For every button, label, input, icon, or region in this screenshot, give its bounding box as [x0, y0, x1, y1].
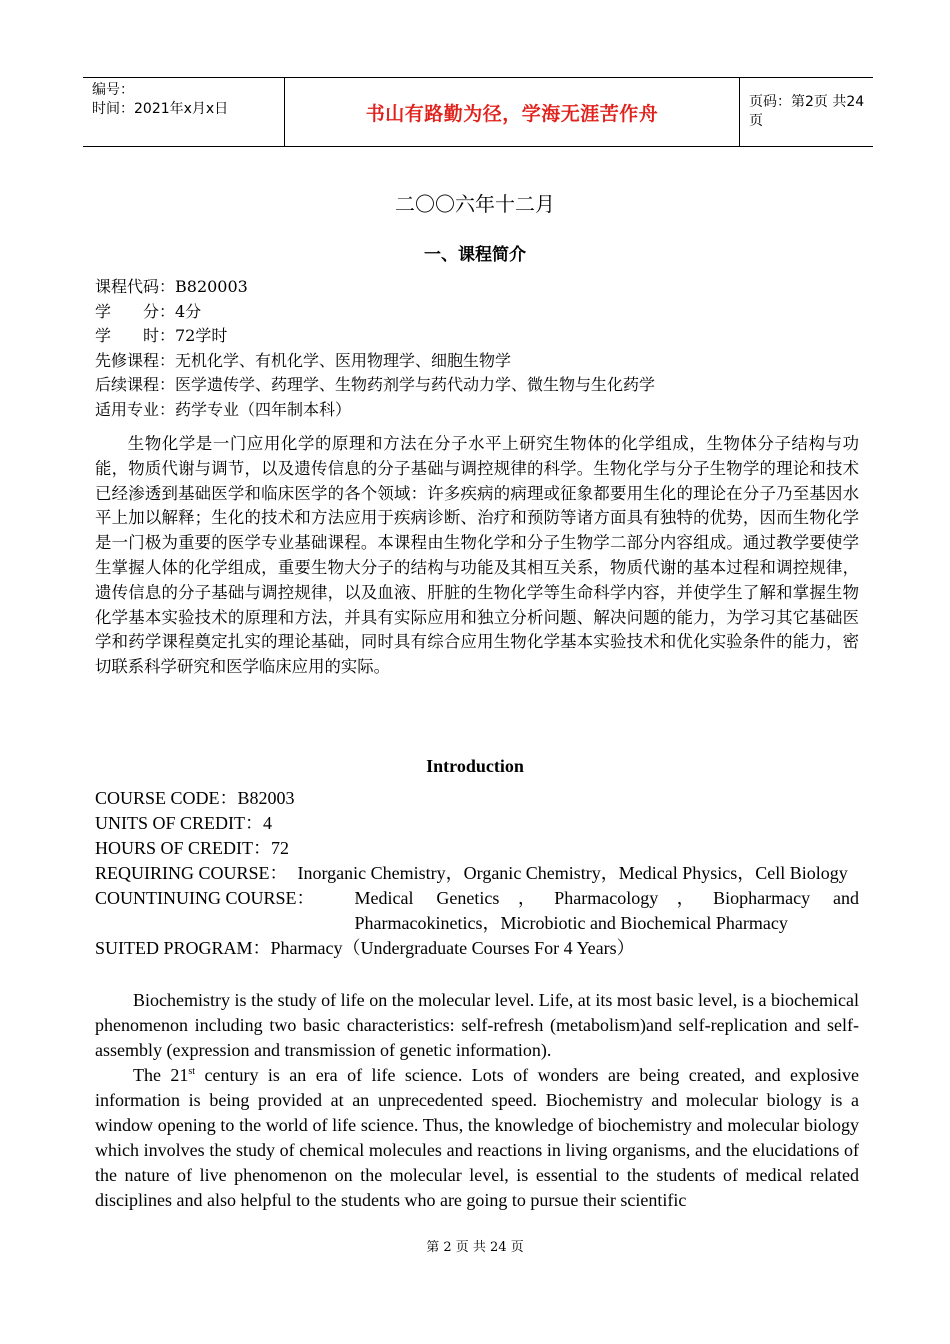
course-hours-row: 学 时：72学时 [95, 326, 228, 346]
followup-row: 后续课程：医学遗传学、药理学、生物药剂学与药代动力学、微生物与生化药学 [95, 375, 656, 395]
header-motto-cell [284, 78, 740, 146]
header-page-cell [739, 78, 873, 146]
document-time-label: 时间：2021年x月x日 [92, 101, 229, 117]
english-hours-credit: HOURS OF CREDIT：72 [95, 838, 290, 858]
requiring-course-label: REQUIRING COURSE： [95, 863, 288, 883]
english-paragraph-2-rest: century is an era of life science. Lots of wonders are being created, and explosive information is being provided at an unprecedented speed. Biochemistry and molecular biology is a window opening to the world of life science. Thus, the knowledge of biochemistry and molecular biology which involves the study of chemical molecules and reactions in living organisms, and the elucidations of the nature of live phenomenon on the molecular level, is essential to the students of medical related disciplines and also helpful to the students who are going to pursue their scientific [95, 1065, 860, 1210]
introduction-heading: Introduction [426, 756, 524, 776]
course-credit-row: 学 分：4分 [95, 301, 202, 321]
course-code-row: 课程代码：B820003 [95, 277, 248, 296]
major-row: 适用专业：药学专业（四年制本科） [95, 399, 352, 419]
document-number-label: 编号： [92, 82, 134, 98]
page-footer: 第 2 页 共 24 页 [426, 1240, 524, 1255]
continuing-course-label: COUNTINUING COURSE： [95, 888, 315, 908]
english-paragraph-2 [95, 1063, 859, 1213]
section-title: 一、课程简介 [424, 245, 526, 265]
english-units-credit: UNITS OF CREDIT：4 [95, 813, 273, 833]
english-paragraph-2-start: The 21 [133, 1065, 189, 1085]
continuing-course-value: Medical Genetics，Pharmacology，Biopharmacy and Pharmacokinetics，Microbiotic and Biochemical Pharmacy [354, 888, 859, 933]
header-left-cell [83, 78, 284, 146]
english-paragraph-1: Biochemistry is the study of life on the molecular level. Life, at its most basic level, is a biochemical phenomenon including two basic characteristics: self-refresh (metabolism)and self-replication and self-assembly (expression and transmission of genetic information). [95, 990, 859, 1060]
english-suited-program: SUITED PROGRAM：Pharmacy（Undergraduate Courses For 4 Years） [95, 938, 635, 958]
document-header [83, 77, 873, 147]
date-title: 二〇〇六年十二月 [395, 192, 555, 216]
prerequisite-row: 先修课程：无机化学、有机化学、医用物理学、细胞生物学 [95, 350, 512, 370]
english-course-info [95, 786, 859, 961]
header-motto: 书山有路勤为径，学海无涯苦作舟 [365, 102, 659, 125]
header-page-label: 页码：第2页 共24页 [749, 94, 865, 129]
english-continuing-course [95, 886, 859, 936]
english-course-code: COURSE CODE：B82003 [95, 788, 295, 808]
course-info-block [95, 275, 655, 423]
ordinal-superscript: st [188, 1066, 196, 1077]
english-requiring-course [95, 861, 859, 886]
chinese-description-paragraph: 生物化学是一门应用化学的原理和方法在分子水平上研究生物体的化学组成，生物体分子结构与功能，物质代谢与调节，以及遗传信息的分子基础与调控规律的科学。生物化学与分子生物学的理论和技术已经渗透到基础医学和临床医学的各个领域：许多疾病的病理或征象都要用生化的理论在分子乃至基因水平上加以解释；生化的技术和方法应用于疾病诊断、治疗和预防等诸方面具有独特的优势，因而生物化学是一门极为重要的医学专业基础课程。本课程由生物化学和分子生物学二部分内容组成。通过教学要使学生掌握人体的化学组成，重要生物大分子的结构与功能及其相互关系，物质代谢的基本过程和调控规律，遗传信息的分子基础与调控规律，以及血液、肝脏的生物化学等生命科学内容，并使学生了解和掌握生物化学基本实验技术的原理和方法，并具有实际应用和独立分析问题、解决问题的能力，为学习其它基础医学和药学课程奠定扎实的理论基础，同时具有综合应用生物化学基本实验技术和优化实验条件的能力，密切联系科学研究和医学临床应用的实际。 [95, 434, 859, 677]
requiring-course-value: Inorganic Chemistry，Organic Chemistry，Medical Physics，Cell Biology [297, 863, 848, 883]
